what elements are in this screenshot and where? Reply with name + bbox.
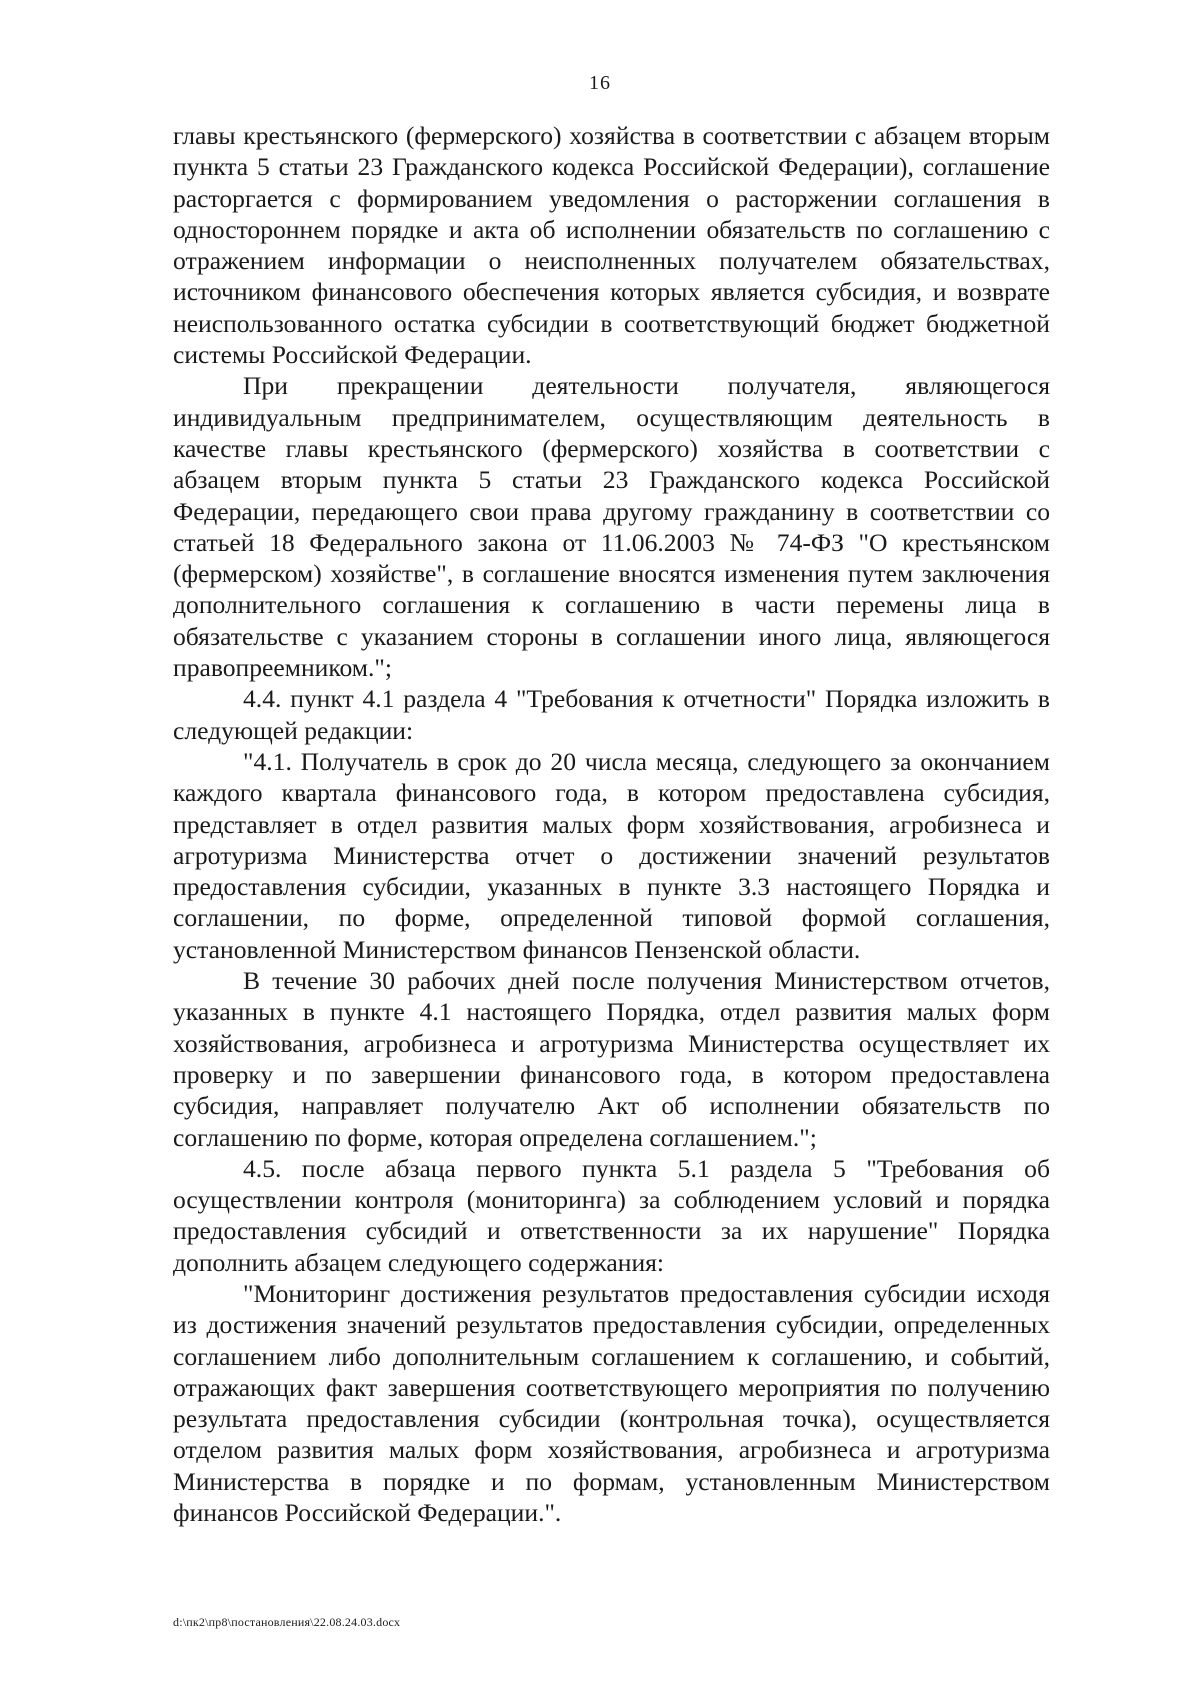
file-path-footer: d:\пк2\пр8\постановления\22.08.24.03.docx (173, 1615, 401, 1629)
paragraph: главы крестьянского (фермерского) хозяйства в соответствии с абзацем вторым пункта 5 статьи 23 Гражданского кодекса Российской Федерации), соглашение расторгается с формированием уведомления о расторжении соглашения в одностороннем порядке и акта об исполнении обязательств по соглашению с отражением информации о неисполненных получателем обязательствах, источником финансового обеспечения которых является субсидия, и возврате неиспользованного остатка субсидии в соответствующий бюджет бюджетной системы Российской Федерации. (173, 121, 1050, 370)
page-number: 16 (589, 72, 611, 94)
paragraph: При прекращении деятельности получателя, являющегося индивидуальным предпринимателем, осуществляющим деятельность в качестве главы крестьянского (фермерского) хозяйства в соответствии с абзацем вторым пункта 5 статьи 23 Гражданского кодекса Российской Федерации, передающего свои права другому гражданину в соответствии со статьей 18 Федерального закона от 11.06.2003 № 74-ФЗ "О крестьянском (фермерском) хозяйстве", в соглашение вносятся изменения путем заключения дополнительного соглашения к соглашению в части перемены лица в обязательстве с указанием стороны в соглашении иного лица, являющегося правопреемником."; (173, 371, 1050, 683)
paragraph: 4.5. после абзаца первого пункта 5.1 раздела 5 "Требования об осуществлении контроля (мониторинга) за соблюдением условий и порядка предоставления субсидий и ответственности за их нарушение" Порядка дополнить абзацем следующего содержания: (173, 1153, 1050, 1277)
paragraph: В течение 30 рабочих дней после получения Министерством отчетов, указанных в пункте 4.1 настоящего Порядка, отдел развития малых форм хозяйствования, агробизнеса и агротуризма Министерства осуществляет их проверку и по завершении финансового года, в котором предоставлена субсидия, направляет получателю Акт об исполнении обязательств по соглашению по форме, которая определена соглашением."; (173, 966, 1050, 1152)
paragraph: "Мониторинг достижения результатов предоставления субсидии исходя из достижения значений результатов предоставления субсидии, определенных соглашением либо дополнительным соглашением к соглашению, и событий, отражающих факт завершения соответствующего мероприятия по получению результата предоставления субсидии (контрольная точка), осуществляется отделом развития малых форм хозяйствования, агробизнеса и агротуризма Министерства в порядке и по формам, установленным Министерством финансов Российской Федерации.". (173, 1278, 1050, 1528)
document-body (173, 120, 1050, 1528)
paragraph: "4.1. Получатель в срок до 20 числа месяца, следующего за окончанием каждого квартала финансового года, в котором предоставлена субсидия, представляет в отдел развития малых форм хозяйствования, агробизнеса и агротуризма Министерства отчет о достижении значений результатов предоставления субсидии, указанных в пункте 3.3 настоящего Порядка и соглашении, по форме, определенной типовой формой соглашения, установленной Министерством финансов Пензенской области. (173, 746, 1050, 964)
paragraph: 4.4. пункт 4.1 раздела 4 "Требования к отчетности" Порядка изложить в следующей редакции: (173, 684, 1050, 745)
